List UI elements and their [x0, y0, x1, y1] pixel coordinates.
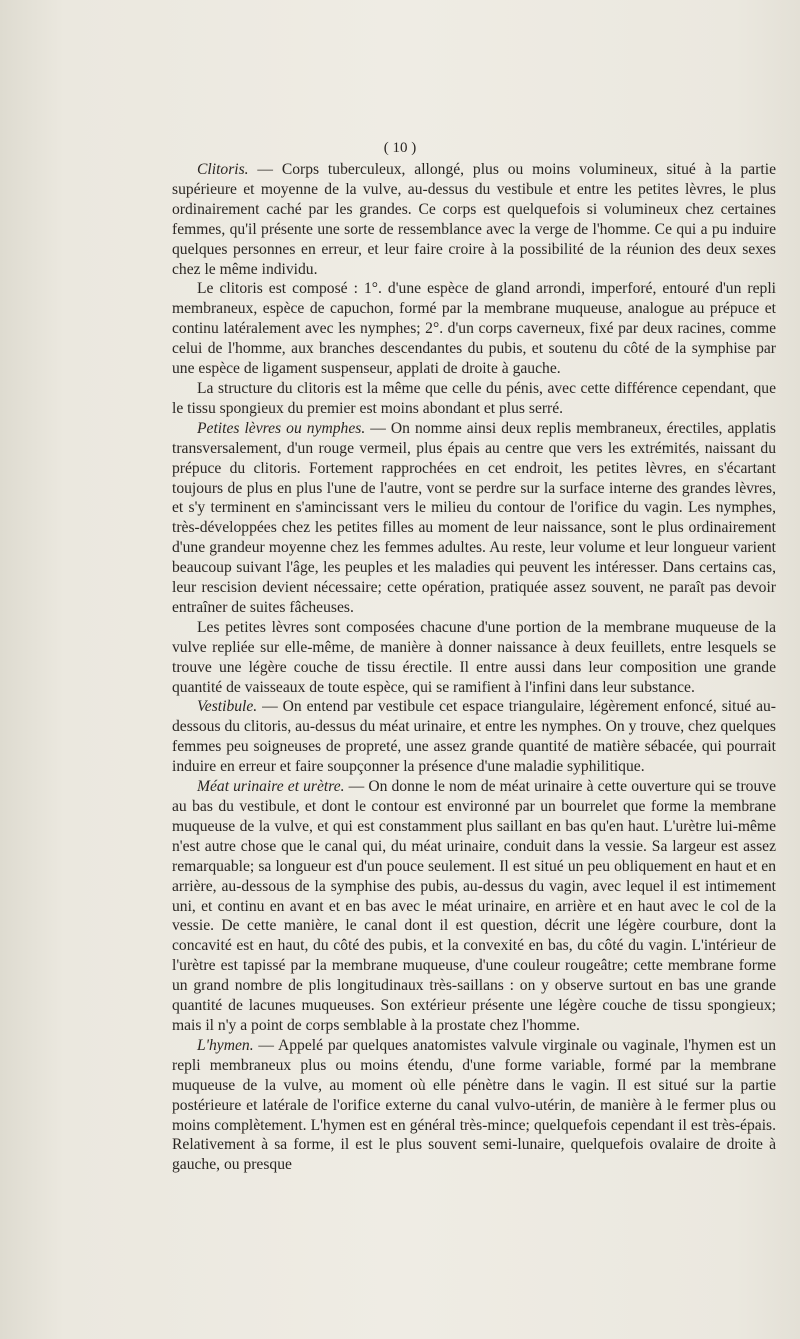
paragraph-petites-levres	[172, 618, 776, 698]
paragraph-meat-urinaire	[172, 777, 776, 1036]
paragraph-text: — Appelé par quelques anatomistes valvule virginale ou vaginale, l'hymen est un repli membraneux plus ou moins étendu, d'une forme variable, formé par la membrane muqueuse de la vulve, au moment où elle pénètre dans le vagin. Il est situé sur la partie postérieure et latérale de l'orifice externe du canal vulvo-utérin, de manière à le fermer plus ou moins complètement. L'hymen est en général très-mince; quelquefois cependant il est très-épais. Relativement à sa forme, il est le plus souvent semi-lunaire, quelquefois ovalaire de droite à gauche, ou presque	[172, 1036, 776, 1174]
term: Petites lèvres ou nymphes.	[197, 419, 366, 437]
paragraph-text: — Corps tuberculeux, allongé, plus ou moins volumineux, situé à la partie supérieure et moyenne de la vulve, au-dessus du vestibule et entre les petites lèvres, le plus ordinairement caché par les grandes. Ce corps est quelquefois si volumineux chez certaines femmes, qu'il présente une sorte de ressemblance avec la verge de l'homme. Ce qui a pu induire quelques personnes en erreur, et leur faire croire à la possibilité de la réunion des deux sexes chez le même individu.	[172, 161, 776, 278]
paragraph-clitoris-composition	[172, 279, 776, 379]
paragraph-text: Le clitoris est composé : 1°. d'une espèce de gland arrondi, imperforé, entouré d'un repli membraneux, espèce de capuchon, formé par la membrane muqueuse, analogue au prépuce et continu latéralement avec les nymphes; 2°. d'un corps caverneux, fixé par deux racines, comme celui de l'homme, aux branches descendantes du pubis, et soutenu du côté de la symphise par une espèce de ligament suspenseur, applati de droite à gauche.	[172, 280, 776, 378]
paragraph-hymen	[172, 1036, 776, 1175]
page-number: ( 10 )	[383, 140, 417, 156]
paragraph-vestibule	[172, 697, 776, 777]
paragraph-text: — On entend par vestibule cet espace triangulaire, légèrement enfoncé, situé au-dessous du clitoris, au-dessus du méat urinaire, et entre les nymphes. On y trouve, chez quelques femmes peu soigneuses de propreté, une assez grande quantité de matière sébacée, qui pourrait induire en erreur et faire soupçonner la présence d'une maladie syphilitique.	[172, 698, 776, 776]
term: Vestibule.	[197, 698, 258, 716]
paragraph-text: — On nomme ainsi deux replis membraneux, érectiles, applatis transversalement, d'un rouge vermeil, plus épais au centre que vers les extrémités, naissant du prépuce du clitoris. Fortement rapprochées en cet endroit, les petites lèvres, en s'écartant toujours de plus en plus l'une de l'autre, vont se perdre sur la surface interne des grandes lèvres, et s'y terminent en s'amincissant vers le milieu du contour de l'orifice du vagin. Les nymphes, très-développées chez les petites filles au moment de leur naissance, sont le plus ordinairement d'une grandeur moyenne chez les femmes adultes. Au reste, leur volume et leur longueur varient beaucoup suivant l'âge, les peuples et les maladies qui peuvent les intéresser. Dans certains cas, leur rescision devient nécessaire; cette opération, pratiquée assez souvent, ne paraît pas devoir entraîner de suites fâcheuses.	[172, 419, 776, 616]
paragraph-text: La structure du clitoris est la même que celle du pénis, avec cette différence cependant, que le tissu spongieux du premier est moins abondant et plus serré.	[172, 379, 776, 417]
paragraph-text: — On donne le nom de méat urinaire à cette ouverture qui se trouve au bas du vestibule, et dont le contour est environné par un bourrelet que forme la membrane muqueuse de la vulve, et qui est constamment plus saillant en bas qu'en haut. L'urètre lui-même n'est autre chose que le canal qui, du méat urinaire, conduit dans la vessie. Sa largeur est assez remarquable; sa longueur est d'un pouce seulement. Il est situé un peu obliquement en haut et en arrière, au-dessous de la symphise des pubis, au-dessus du vagin, avec lequel il est intimement uni, et continu en avant et en bas avec le méat urinaire, en arrière et en haut avec le col de la vessie. De cette manière, le canal dont il est question, décrit une légère courbure, dont la concavité est en haut, du côté des pubis, et la convexité en bas, du côté du vagin. L'intérieur de l'urètre est tapissé par la membrane muqueuse, d'une couleur rougeâtre; cette membrane forme un grand nombre de plis longitudinaux très-saillans : on y observe surtout en bas une grande quantité de lacunes muqueuses. Son extérieur présente une légère couche de tissu spongieux; mais il n'y a point de corps semblable à la prostate chez l'homme.	[172, 778, 776, 1034]
paragraph-text: Les petites lèvres sont composées chacune d'une portion de la membrane muqueuse de la vulve repliée sur elle-même, de manière à donner naissance à deux feuillets, entre lesquels se trouve une légère couche de tissu érectile. Il entre aussi dans leur composition une grande quantité de vaisseaux de toute espèce, qui se ramifient à l'infini dans leur substance.	[172, 618, 776, 696]
body-text	[172, 160, 776, 1175]
term: L'hymen.	[197, 1036, 254, 1054]
term: Méat urinaire et urètre.	[197, 778, 345, 796]
paragraph-nymphes	[172, 419, 776, 618]
term: Clitoris.	[197, 161, 249, 178]
paragraph-clitoris-structure	[172, 379, 776, 419]
paragraph-clitoris	[172, 160, 776, 279]
